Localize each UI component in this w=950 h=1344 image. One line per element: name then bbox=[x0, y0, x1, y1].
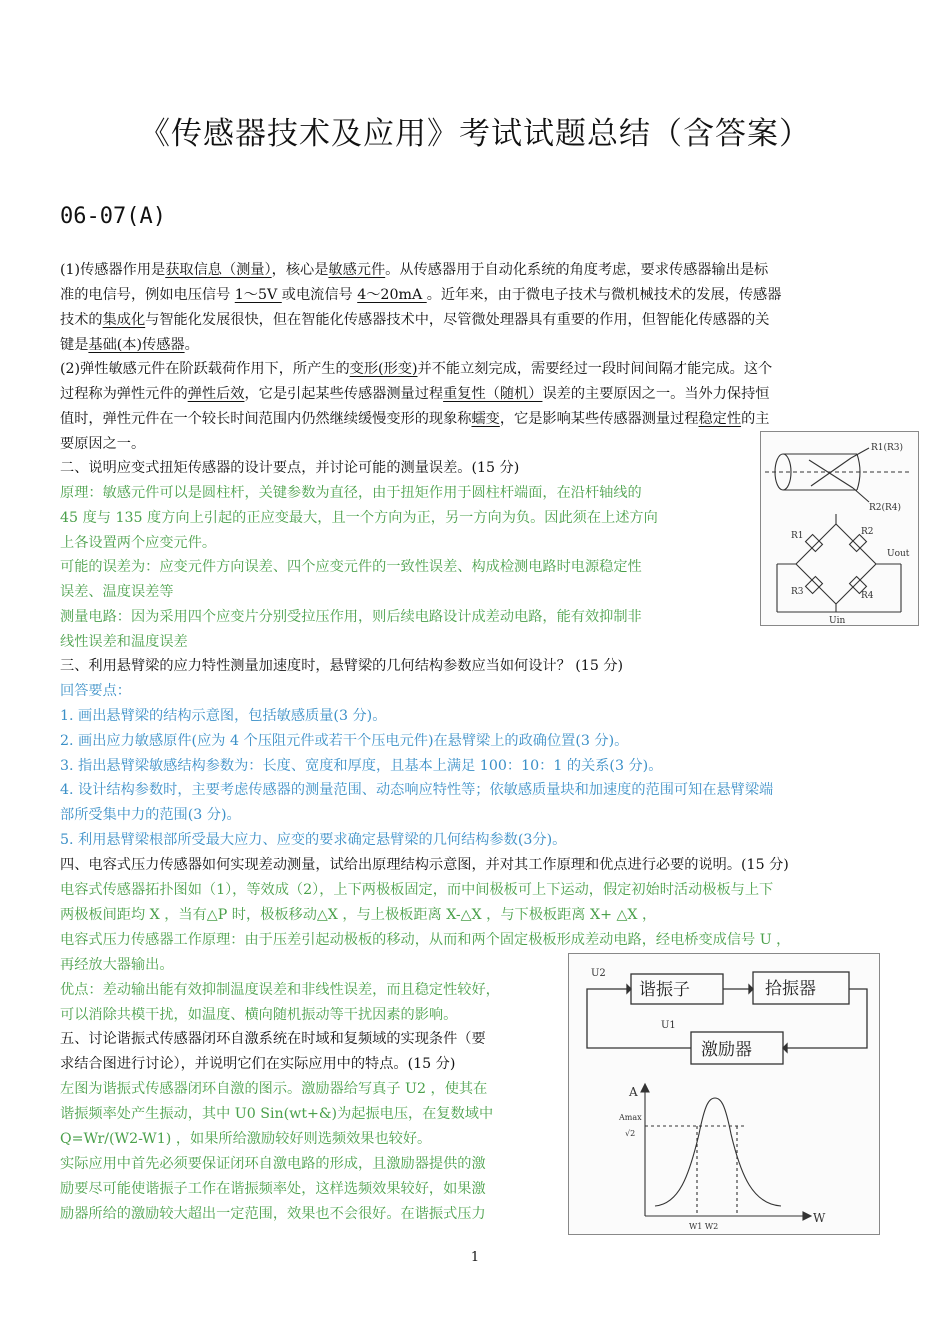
text-segment: 45 度与 135 度方向上引起的正应变最大，且一个方向为正，另一方向为负。因此须在上述方向 bbox=[60, 510, 658, 526]
text-line bbox=[60, 681, 131, 701]
text-line bbox=[60, 830, 566, 850]
text-line bbox=[60, 632, 188, 652]
text-segment: 求结合图进行讨论），并说明它们在实际应用中的特点。(15 分) bbox=[60, 1056, 456, 1072]
text-line bbox=[60, 335, 199, 355]
text-line bbox=[60, 855, 789, 875]
text-line bbox=[60, 533, 216, 553]
text-line bbox=[60, 582, 174, 602]
text-line bbox=[60, 508, 658, 528]
text-line bbox=[60, 905, 656, 925]
text-line bbox=[60, 285, 781, 305]
torque-sensor-figure bbox=[760, 431, 919, 626]
text-segment: 优点：差动输出能有效抑制温度误差和非线性误差，而且稳定性较好， bbox=[60, 982, 500, 998]
underlined-answer: 获取信息（测量） bbox=[165, 262, 272, 278]
exciter-block-label: 激励器 bbox=[701, 1040, 752, 1060]
pickup-block-label: 拾振器 bbox=[765, 979, 816, 999]
underlined-answer: 1～5V bbox=[234, 287, 282, 303]
text-segment: (1)传感器作用是 bbox=[60, 262, 166, 278]
underlined-answer: 稳定性 bbox=[698, 411, 742, 427]
text-line bbox=[60, 1204, 486, 1224]
text-segment: 原理：敏感元件可以是圆柱杆，关键参数为直径，由于扭矩作用于圆柱杆端面，在沿杆轴线的 bbox=[60, 485, 642, 501]
fig2-u2-label: U2 bbox=[591, 968, 606, 979]
text-segment: 三、利用悬臂梁的应力特性测量加速度时，悬臂梁的几何结构参数应当如何设计？ (15 分) bbox=[60, 658, 624, 674]
text-segment: 再经放大器输出。 bbox=[60, 957, 174, 973]
text-segment: 左图为谐振式传感器闭环自激的图示。激励器给写真子 U2 ，使其在 bbox=[60, 1081, 488, 1097]
text-segment: 二、说明应变式扭矩传感器的设计要点，并讨论可能的测量误差。(15 分) bbox=[60, 460, 520, 476]
fig2-y-mark-bottom: √2 bbox=[625, 1129, 636, 1138]
document-title: 《传感器技术及应用》考试试题总结（含答案） bbox=[139, 116, 811, 152]
text-line bbox=[60, 458, 519, 478]
text-segment: 误差、温度误差等 bbox=[60, 584, 174, 600]
text-line bbox=[60, 955, 174, 975]
text-line bbox=[60, 1154, 486, 1174]
fig1-r2r4-label: R2(R4) bbox=[869, 503, 902, 513]
fig2-x-mark: W1 W2 bbox=[689, 1222, 719, 1231]
text-line bbox=[60, 434, 145, 454]
text-line bbox=[60, 409, 769, 429]
text-segment: 。 bbox=[184, 337, 199, 353]
text-line bbox=[60, 780, 773, 800]
text-line bbox=[60, 1179, 486, 1199]
text-segment: 线性误差和温度误差 bbox=[60, 634, 188, 650]
text-line bbox=[60, 1129, 431, 1149]
underlined-answer: 弹性后效 bbox=[187, 386, 245, 402]
fig2-y-mark-top: Amax bbox=[619, 1113, 642, 1122]
text-line bbox=[60, 1079, 487, 1099]
cylinder-sketch bbox=[765, 448, 911, 502]
underlined-answer: 蠕变 bbox=[471, 411, 500, 427]
fig1-uin: Uin bbox=[829, 616, 846, 626]
text-segment: ，它是影响某些传感器测量过程 bbox=[499, 411, 699, 427]
text-segment: 与智能化发展很快，但在智能化传感器技术中，尽管微处理器具有重要的作用，但智能化传感器的关 bbox=[145, 312, 770, 328]
fig1-r1: R1 bbox=[791, 531, 804, 541]
text-line bbox=[60, 656, 623, 676]
text-line bbox=[60, 483, 642, 503]
text-line bbox=[60, 310, 769, 330]
fig2-x-axis-label: W bbox=[813, 1211, 826, 1225]
bridge-circuit bbox=[777, 514, 901, 612]
text-segment: 上各设置两个应变元件。 bbox=[60, 535, 217, 551]
fig2-y-axis-label: A bbox=[629, 1085, 638, 1099]
fig2-u1-label: U1 bbox=[661, 1020, 676, 1031]
text-segment: 1. 画出悬臂梁的结构示意图，包括敏感质量(3 分)。 bbox=[60, 708, 387, 724]
text-segment: 部所受集中力的范围(3 分)。 bbox=[60, 807, 241, 823]
resonance-curve-plot bbox=[641, 1084, 811, 1220]
text-segment: 五、讨论谐振式传感器闭环自激系统在时域和复频域的实现条件（要 bbox=[60, 1031, 486, 1047]
text-segment: 电容式压力传感器工作原理：由于压差引起动极板的移动，从而和两个固定极板形成差动电路，经电桥变成信号 U ， bbox=[60, 932, 791, 948]
text-segment: 2. 画出应力敏感原件(应为 4 个压阻元件或若干个压电元件)在悬臂梁上的政确位置(3 分)。 bbox=[60, 733, 629, 749]
fig1-r1r3-label: R1(R3) bbox=[871, 443, 904, 453]
page-number: 1 bbox=[470, 1250, 480, 1265]
section-id: 06-07(A) bbox=[60, 204, 166, 229]
text-segment: 的主 bbox=[741, 411, 770, 427]
text-segment: 测量电路：因为采用四个应变片分别受拉压作用，则后续电路设计成差动电路，能有效抑制非 bbox=[60, 609, 642, 625]
text-segment: 技术的 bbox=[60, 312, 103, 328]
text-segment: Q=Wr/(W2-W1) ，如果所给激励较好则选频效果也较好。 bbox=[60, 1131, 432, 1147]
text-segment: 励要尽可能使谐振子工作在谐振频率处，这样选频效果较好，如果激 bbox=[60, 1181, 486, 1197]
text-segment: 电容式传感器拓扑图如（1），等效成（2），上下两极板固定，而中间极板可上下运动，假定初始时活动极板与上下 bbox=[60, 882, 774, 898]
text-line bbox=[60, 1029, 486, 1049]
text-line bbox=[60, 805, 241, 825]
text-line bbox=[60, 1005, 457, 1025]
text-segment: 或电流信号 bbox=[281, 287, 358, 303]
text-segment: 励器所给的激励较大超出一定范围，效果也不会很好。在谐振式压力 bbox=[60, 1206, 486, 1222]
text-segment: 可能的误差为：应变元件方向误差、四个应变元件的一致性误差、构成检测电路时电源稳定性 bbox=[60, 559, 642, 575]
text-segment: 5. 利用悬臂梁根部所受最大应力、应变的要求确定悬臂梁的几何结构参数(3分)。 bbox=[60, 832, 567, 848]
text-line bbox=[60, 359, 772, 379]
text-line bbox=[60, 706, 386, 726]
text-segment: 4. 设计结构参数时，主要考虑传感器的测量范围、动态响应特性等；依敏感质量块和加速度的范围可知在悬臂梁端 bbox=[60, 782, 774, 798]
text-segment: 准的电信号，例如电压信号 bbox=[60, 287, 235, 303]
text-segment: 。从传感器用于自动化系统的角度考虑，要求传感器输出是标 bbox=[385, 262, 769, 278]
text-segment: 键是 bbox=[60, 337, 89, 353]
text-segment: 3. 指出悬臂梁敏感结构参数为：长度、宽度和厚度，且基本上满足 100：10：1 的关系(3 分)。 bbox=[60, 758, 663, 774]
fig1-r3: R3 bbox=[791, 587, 804, 597]
underlined-answer: 基础(本)传感器 bbox=[88, 337, 185, 353]
text-line bbox=[60, 980, 500, 1000]
text-segment: 误差的主要原因之一。当外力保持恒 bbox=[542, 386, 770, 402]
fig1-r4: R4 bbox=[861, 591, 874, 601]
underlined-answer: 集成化 bbox=[102, 312, 146, 328]
underlined-answer: 4～20mA bbox=[357, 287, 427, 303]
text-line bbox=[60, 260, 768, 280]
resonator-block-label: 谐振子 bbox=[639, 980, 690, 1000]
text-segment: 。近年来，由于微电子技术与微机械技术的发展，传感器 bbox=[426, 287, 782, 303]
text-line bbox=[60, 557, 642, 577]
text-segment: 过程称为弹性元件的 bbox=[60, 386, 188, 402]
text-line bbox=[60, 607, 642, 627]
text-segment: 两极板间距均 X ，当有△P 时，极板移动△X ，与上极板距离 X-△X ，与下极板距离 X+ △X ， bbox=[60, 907, 657, 923]
text-segment: 可以消除共模干扰，如温度、横向随机振动等干扰因素的影响。 bbox=[60, 1007, 458, 1023]
underlined-answer: 变形(形变) bbox=[349, 361, 418, 377]
text-segment: ，核心是 bbox=[271, 262, 329, 278]
text-segment: (2)弹性敏感元件在阶跃载荷作用下，所产生的 bbox=[60, 361, 350, 377]
fig1-uout: Uout bbox=[887, 549, 910, 559]
fig1-r2: R2 bbox=[861, 527, 874, 537]
text-segment: ，它是引起某些传感器测量过程 bbox=[244, 386, 444, 402]
text-line bbox=[60, 756, 662, 776]
text-segment: 并不能立刻完成，需要经过一段时间间隔才能完成。这个 bbox=[417, 361, 773, 377]
resonant-sensor-figure bbox=[568, 953, 880, 1235]
text-line bbox=[60, 880, 773, 900]
text-line bbox=[60, 1054, 455, 1074]
text-segment: 四、电容式压力传感器如何实现差动测量，试给出原理结构示意图，并对其工作原理和优点进行必要的说明。(15 分) bbox=[60, 857, 789, 873]
text-segment: 实际应用中首先必须要保证闭环自激电路的形成，且激励器提供的激 bbox=[60, 1156, 486, 1172]
text-segment: 要原因之一。 bbox=[60, 436, 146, 452]
underlined-answer: 敏感元件 bbox=[328, 262, 386, 278]
underlined-answer: 重复性（随机） bbox=[443, 386, 543, 402]
text-segment: 回答要点： bbox=[60, 683, 131, 699]
text-segment: 谐振频率处产生振动，其中 U0 Sin(wt+&)为起振电压，在复数域中 bbox=[60, 1106, 494, 1122]
text-segment: 值时，弹性元件在一个较长时间范围内仍然继续缓慢变形的现象称 bbox=[60, 411, 472, 427]
text-line bbox=[60, 930, 790, 950]
text-line bbox=[60, 1104, 493, 1124]
text-line bbox=[60, 384, 769, 404]
text-line bbox=[60, 731, 628, 751]
